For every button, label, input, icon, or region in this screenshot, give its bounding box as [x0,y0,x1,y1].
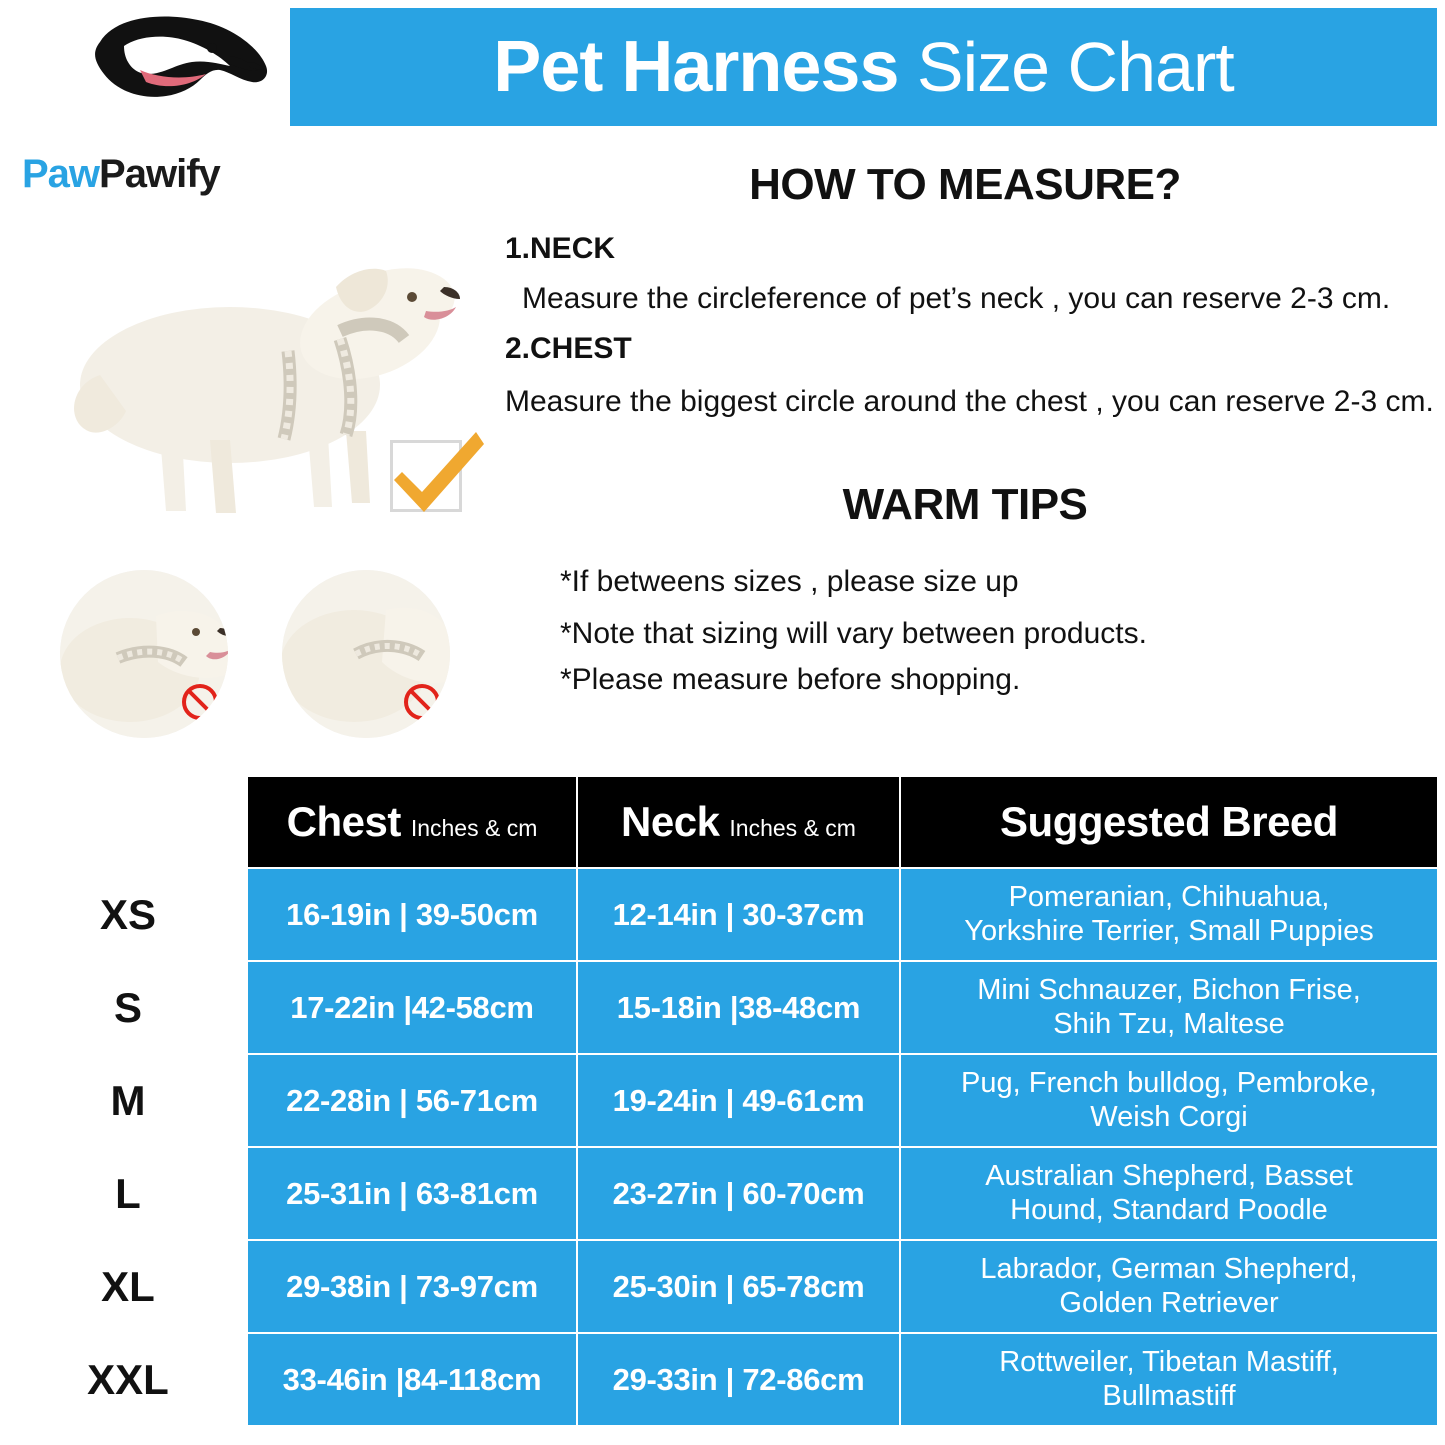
row-chest: 22-28in | 56-71cm [247,1054,577,1147]
no-sign-icon [180,682,220,722]
warm-tip-3: *Please measure before shopping. [560,663,1021,696]
row-chest: 17-22in |42-58cm [247,961,577,1054]
warm-tips-heading: WARM TIPS [842,480,1088,529]
page-title-bold: Pet Harness [493,27,899,107]
table-header-size [9,776,247,868]
row-breed: Pomeranian, Chihuahua, Yorkshire Terrier, Small Puppies [900,868,1438,961]
dog-head-icon [80,12,270,132]
row-size: XXL [9,1333,247,1426]
table-row [9,868,1438,961]
measure-chest-label: 2.CHEST [505,332,632,365]
brand-name [22,152,220,197]
row-neck: 19-24in | 49-61cm [577,1054,900,1147]
table-header-chest-units: Inches & cm [410,815,538,841]
size-chart-table [8,775,1439,1427]
header-banner [290,8,1437,126]
page-title [493,27,1234,107]
brand-logo [10,12,288,196]
row-neck: 29-33in | 72-86cm [577,1333,900,1426]
how-to-measure-heading: HOW TO MEASURE? [749,160,1181,209]
table-header-neck-label: Neck [621,798,720,845]
incorrect-example-1 [60,570,228,738]
table-row [9,1240,1438,1333]
measure-neck-label: 1.NECK [505,232,616,265]
table-row [9,1054,1438,1147]
row-chest: 25-31in | 63-81cm [247,1147,577,1240]
row-neck: 23-27in | 60-70cm [577,1147,900,1240]
brand-name-part1: Paw [22,152,100,196]
row-size: L [9,1147,247,1240]
warm-tip-2: *Note that sizing will vary between products. [560,617,1147,650]
row-chest: 33-46in |84-118cm [247,1333,577,1426]
measure-neck-description: Measure the circleference of pet’s neck , you can reserve 2-3 cm. [522,282,1391,315]
table-header-row [9,776,1438,868]
row-breed: Rottweiler, Tibetan Mastiff, Bullmastiff [900,1333,1438,1426]
check-mark-icon [388,420,488,520]
table-header-breed [900,776,1438,868]
row-size: XS [9,868,247,961]
measure-chest-description: Measure the biggest circle around the chest , you can reserve 2-3 cm. [505,385,1434,418]
page-title-light: Size Chart [898,28,1234,106]
row-neck: 12-14in | 30-37cm [577,868,900,961]
table-header-neck-units: Inches & cm [729,815,856,841]
row-size: XL [9,1240,247,1333]
row-breed: Mini Schnauzer, Bichon Frise, Shih Tzu, Maltese [900,961,1438,1054]
no-sign-icon [402,682,442,722]
table-row [9,961,1438,1054]
row-breed: Australian Shepherd, Basset Hound, Standard Poodle [900,1147,1438,1240]
brand-name-part2: Pawify [99,152,220,196]
table-header-neck [577,776,900,868]
table-header-chest-label: Chest [286,798,401,845]
row-chest: 29-38in | 73-97cm [247,1240,577,1333]
warm-tip-1: *If betweens sizes , please size up [560,565,1019,598]
row-neck: 25-30in | 65-78cm [577,1240,900,1333]
row-neck: 15-18in |38-48cm [577,961,900,1054]
row-breed: Pug, French bulldog, Pembroke, Weish Corgi [900,1054,1438,1147]
table-body [9,868,1438,1426]
table-row [9,1147,1438,1240]
row-size: M [9,1054,247,1147]
table-header-breed-label: Suggested Breed [1000,798,1338,845]
table-row [9,1333,1438,1426]
row-breed: Labrador, German Shepherd, Golden Retriever [900,1240,1438,1333]
incorrect-example-2 [282,570,450,738]
row-chest: 16-19in | 39-50cm [247,868,577,961]
row-size: S [9,961,247,1054]
table-header-chest [247,776,577,868]
